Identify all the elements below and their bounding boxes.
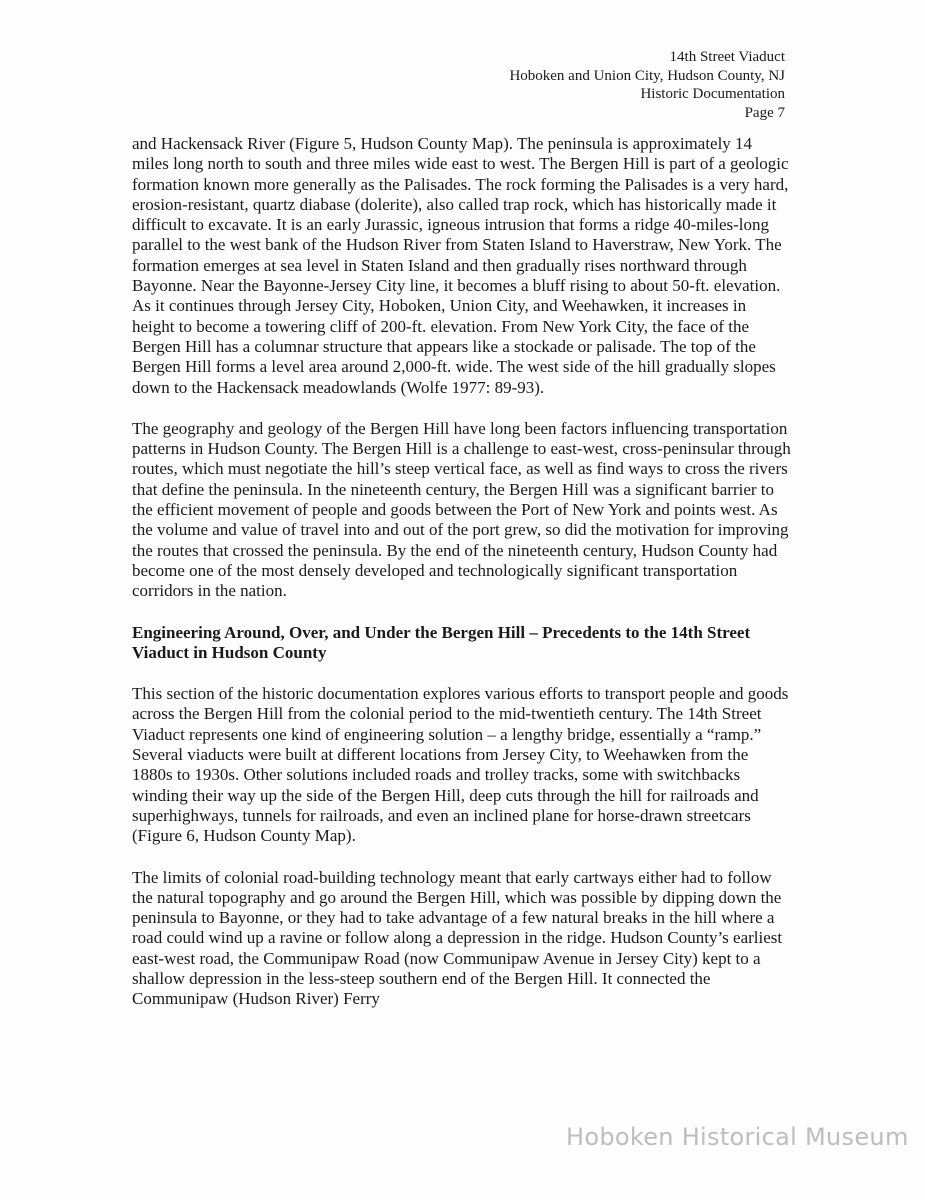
header-location: Hoboken and Union City, Hudson County, NJ xyxy=(509,67,785,84)
section-heading: Engineering Around, Over, and Under the Bergen Hill – Precedents to the 14th Street Viaduct in Hudson County xyxy=(132,622,751,662)
header-title: 14th Street Viaduct xyxy=(669,49,785,65)
paragraph-section-intro: This section of the historic documentation explores various efforts to transport people and goods across the Bergen Hill from the colonial period to the mid-twentieth century. The 14th Street Viaduct represents one kind of engineering solution – a lengthy bridge, essentially a “ramp.” Several viaducts were built at different locations from Jersey City, to Weehawken from the 1880s to 1930s. Other solutions included roads and trolley tracks, some with switchbacks winding their way up the side of the Bergen Hill, deep cuts through the hill for railroads and superhighways, tunnels for railroads, and even an inclined plane for horse-drawn streetcars (Figure 6, Hudson County Map). xyxy=(132,684,789,846)
paragraph-transportation: The geography and geology of the Bergen Hill have long been factors influencing transportation patterns in Hudson County. The Bergen Hill is a challenge to east-west, cross-peninsular through routes, which must negotiate the hill’s steep vertical face, as well as find ways to cross the rivers that define the peninsula. In the nineteenth century, the Bergen Hill was a significant barrier to the efficient movement of people and goods between the Port of New York and points west. As the volume and value of travel into and out of the port grew, so did the motivation for improving the routes that crossed the peninsula. By the end of the nineteenth century, Hudson County had become one of the most densely developed and technologically significant transportation corridors in the nation. xyxy=(132,418,791,601)
running-header xyxy=(509,48,785,122)
paragraph-colonial-roads: The limits of colonial road-building technology meant that early cartways either had to follow the natural topography and go around the Bergen Hill, which was possible by dipping down the peninsula to Bayonne, or they had to take advantage of a few natural breaks in the hill where a road could wind up a ravine or follow along a depression in the ridge. Hudson County’s earliest east-west road, the Communipaw Road (now Communipaw Avenue in Jersey City) kept to a shallow depression in the less-steep southern end of the Bergen Hill. It connected the Communipaw (Hudson River) Ferry xyxy=(132,867,783,1009)
page-number: Page 7 xyxy=(744,104,785,121)
document-body xyxy=(132,134,792,1031)
museum-watermark: Hoboken Historical Museum xyxy=(566,1123,909,1151)
header-subtitle: Historic Documentation xyxy=(640,86,785,102)
paragraph-geology: and Hackensack River (Figure 5, Hudson County Map). The peninsula is approximately 14 miles long north to south and three miles wide east to west. The Bergen Hill is part of a geologic formation known more generally as the Palisades. The rock forming the Palisades is a very hard, erosion-resistant, quartz diabase (dolerite), also called trap rock, which has historically made it difficult to excavate. It is an early Jurassic, igneous intrusion that forms a ridge 40-miles-long parallel to the west bank of the Hudson River from Staten Island to Haverstraw, New York. The formation emerges at sea level in Staten Island and then gradually rises northward through Bayonne. Near the Bayonne-Jersey City line, it becomes a bluff rising to about 50-ft. elevation. As it continues through Jersey City, Hoboken, Union City, and Weehawken, it increases in height to become a towering cliff of 200-ft. elevation. From New York City, the face of the Bergen Hill has a columnar structure that appears like a stockade or palisade. The top of the Bergen Hill forms a level area around 2,000-ft. wide. The west side of the hill gradually slopes down to the Hackensack meadowlands (Wolfe 1977: 89-93). xyxy=(132,134,789,397)
